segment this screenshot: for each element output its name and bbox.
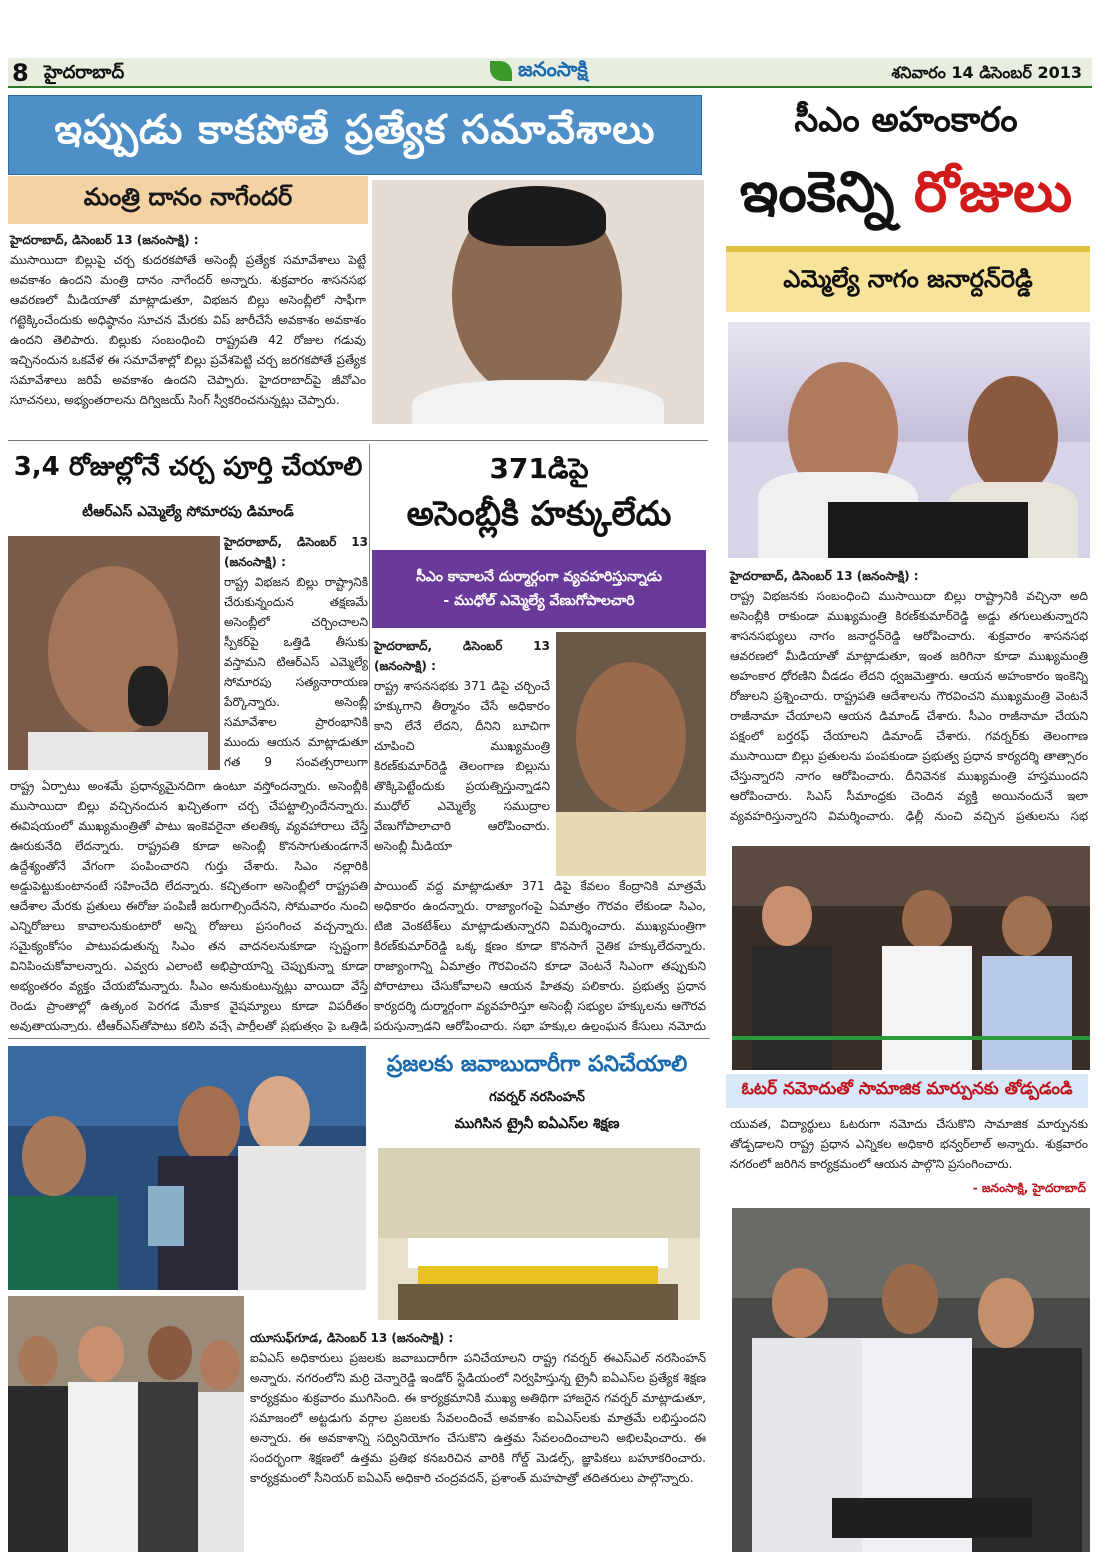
cm-headline-part-b: రోజులు	[913, 160, 1073, 225]
lead-headline-box	[8, 95, 702, 175]
article-371d-headline-line1: 371డిపై	[489, 452, 589, 485]
cm-headline-line1: సీఎం అహంకారం	[794, 100, 1018, 140]
governor-subheadline2: ముగిసిన ట్రైనీ ఐఏఎస్‌ల శిక్షణ	[454, 1116, 620, 1132]
mudhol-mla-photo	[556, 632, 706, 876]
trs-body-narrow: రాష్ట్ర విభజన బిల్లు రాష్ట్రానికి చేరుకున్నందున తక్షణమే అసెంబ్లీలో చర్చించాలని స్పీకర్‌పై ఒత్తిడి తీసుకు వస్తామని టిఆర్ఎస్ ఎమ్మెల్యే సోమారపు సత్యనారాయణ పేర్కొన్నారు. అసెంబ్లీ సమావేశాల ప్రారంభానికి ముందు ఆయన మాట్లాడుతూ గత 9 సంవత్సరాలుగా	[224, 575, 368, 769]
voter-byline: - జనంసాక్షి, హైదరాబాద్	[972, 1181, 1086, 1195]
trs-headline: 3,4 రోజుల్లోనే చర్చ పూర్తి చేయాలి	[13, 452, 363, 482]
governor-award-photo	[8, 1046, 366, 1290]
governor-headline: ప్రజలకు జవాబుదారీగా పనిచేయాలి	[386, 1052, 688, 1077]
trs-dateline: హైదరాబాద్, డిసెంబర్ 13 (జనంసాక్షి) :	[224, 535, 368, 569]
article-371d-body-narrow: రాష్ట్ర శాసనసభకు 371 డిపై చర్చించే హక్కుగాని తీర్మానం చేసే అధికారం కాని లేనే లేదని, దీనిని బూచిగా చూపించి ముఖ్యమంత్రి కిరణ్‌కుమార్‌రెడ్డి తెలంగాణ బిల్లును తొక్కిపెట్టేందుకు ప్రయత్నిస్తున్నాడని ముధోల్ ఎమ్మెల్యే సముద్రాల వేణుగోపాలాచారి ఆరోపించారు. అసెంబ్లీ మీడియా	[374, 679, 550, 853]
cm-dateline: హైదరాబాద్, డిసెంబర్ 13 (జనంసాక్షి) :	[730, 569, 919, 583]
lead-body: ముసాయిదా బిల్లుపై చర్చ కుదరకపోతే అసెంబ్లీ ప్రత్యేక సమావేశాలు పెట్టే అవకాశం ఉందని మంత్రి దానం నాగేందర్ అన్నారు. శుక్రవారం శాసనసభ ఆవరణలో మీడియాతో మాట్లాడుతూ, విభజన బిల్లు అసెంబ్లీలో సాఫీగా గట్టెక్కించేందుకు అధిష్ఠానం సూచన మేరకు విప్ జారీచేసే అవకాశం అవకాశం ఉందని తెలిపారు. బిల్లుకు సంబంధించి రాష్ట్రపతి 42 రోజుల గడువు ఇచ్చినందున ఒకవేళ ఈ సమావేశాల్లో బిల్లు ప్రవేశపెట్టి చర్చ జరగకపోతే ప్రత్యేక సమావేశాలు జరిపే అవకాశం ఉందని చెప్పారు. హైదరాబాద్‌పై జీవోఎం సూచనలు, అభ్యంతరాలను దిగ్విజయ్ సింగ్ స్వీకరించనున్నట్లు చెప్పారు.	[10, 253, 366, 407]
voter-body: యువత, విద్యార్థులు ఓటరుగా నమోదు చేసుకొని సామాజిక మార్పునకు తోడ్పడాలని రాష్ట్ర ప్రధాన ఎన్నికల అధికారి భన్వర్‌లాల్ అన్నారు. శుక్రవారం నగరంలో జరిగిన కార్యక్రమంలో ఆయన పాల్గొని ప్రసంగించారు.	[730, 1117, 1088, 1171]
dignitaries-photo	[8, 1296, 244, 1552]
cm-headline-line2	[716, 160, 1096, 239]
article-371d-body-wide: పాయింట్ వద్ద మాట్లాడుతూ 371 డిపై కేవలం కేంద్రానికి మాత్రమే అధికారం ఉందన్నారు. రాజ్యాంగంపై ఏమాత్రం గౌరవం లేకుండా సిఎం, టిజి వెంకటేశ్‌లు మాట్లాడుతున్నారని విమర్శించారు. ముఖ్యమంత్రిగా కిరణ్‌కుమార్‌రెడ్డి ఒక్క క్షణం కూడా కొనసాగే నైతిక హక్కులేదన్నారు. రాజ్యాంగాన్ని ఏమాత్రం గౌరవించని కూడా వెంటనే సిఎంగా తప్పుకుని పోరాటాలు చేసుకోవాలని ఆయన హితవు పలికారు. ప్రభుత్వ ప్రధాన కార్యదర్శి దుర్మార్గంగా వ్యవహరిస్తూ అసెంబ్లీ సభ్యుల హక్కులను ఆగౌరవ పరుస్తున్నాడని ఆరోపించారు. సభా హక్కుల ఉల్లంఘన కేసులు నమోదు	[374, 879, 706, 1032]
bottom-section-divider	[8, 1038, 710, 1039]
cm-headline-part-a: ఇంకెన్ని	[739, 160, 914, 225]
section-divider	[8, 440, 708, 441]
leaf-icon	[490, 61, 512, 81]
newspaper-logo	[490, 56, 588, 86]
quote-box	[372, 550, 706, 628]
article-371d-dateline: హైదరాబాద్, డిసెంబర్ 13 (జనంసాక్షి) :	[374, 639, 550, 673]
newspaper-name: జనంసాక్షి	[518, 56, 588, 81]
lead-dateline: హైదరాబాద్, డిసెంబర్ 13 (జనంసాక్షి) :	[10, 233, 199, 247]
governor-subheadline1: గవర్నర్ నరసింహన్	[489, 1090, 585, 1105]
cm-body: రాష్ట్ర విభజనకు సంబంధించి ముసాయిదా బిల్లు రాష్ట్రానికి వచ్చినా అది అసెంబ్లీకి రాకుండా ముఖ్యమంత్రి కిరణ్‌కుమార్‌రెడ్డి అడ్డు తగులుతున్నారని శాసనసభ్యులు నాగం జనార్దన్‌రెడ్డి ఆరోపించారు. శుక్రవారం శాసనసభ ఆవరణలో మీడియాతో మాట్లాడుతూ, ఇంత జరిగినా కూడా ముఖ్యమంత్రి అహంకార ధోరణిని వీడడం లేదని ధ్వజమెత్తారు. ఆయన అహంకారం ఇంకెన్ని రోజులని ప్రశ్నించారు. రాష్ట్రపతి ఆదేశాలను గౌరవించని ముఖ్యమంత్రి వెంటనే రాజీనామా చేయాలని ఆయన డిమాండ్ చేశారు. సీఎం రాజీనామా చేయని పక్షంలో బర్తరఫ్ చేయాలని డిమాండ్ చేశారు. గవర్నర్‌కు తెలంగాణ ముసాయిదా బిల్లు ప్రతులను పంపకుండా ప్రభుత్వ ప్రధాన కార్యదర్శి తాత్సారం చేస్తున్నారని నాగం ఆరోపించారు. దీనివెనక ముఖ్యమంత్రి హస్తముందని ఆరోపించారు. సిఎస్ సీమాంధ్రకు చెందిన వ్యక్తి అయినందునే ఇలా వ్యవహరిస్తున్నారని విమర్శించారు. ఢిల్లీ నుంచి వచ్చిన ప్రతులను సభ	[730, 589, 1088, 823]
minister-photo	[372, 180, 704, 424]
trs-subheadline: టీఆర్ఎస్ ఎమ్మెల్యే సోమారపు డిమాండ్	[82, 504, 294, 520]
edition-city: హైదరాబాద్	[44, 62, 125, 83]
voter-headline-box	[726, 1074, 1088, 1108]
press-conference-photo	[728, 322, 1090, 558]
trs-body-wide: రాష్ట్ర ఏర్పాటు అంశమే ప్రధాన్యమైనదిగా ఉంటూ వస్తోందన్నారు. అసెంబ్లీకి ముసాయిదా బిల్లు వచ్చినందున ఖచ్చితంగా చర్చ చేపట్టాల్సిందేనన్నారు. ఈవిషయంలో ముఖ్యమంత్రితో పాటు ఇంకెవరైనా తలతిక్క వ్యవహారాలు చేస్తే ఊరుకునేది లేదన్నారు. రాష్ట్రపతి కూడా అసెంబ్లీ కొనసాగుతుండగానే ఉద్దేశ్యంతోనే వేగంగా పంపించారని గుర్తు చేశారు. సిఎం నల్లారికి అడ్డుపెట్టుకుంటానంటే సహించేది లేదన్నారు. కచ్చితంగా అసెంబ్లీలో రాష్ట్రపతి ఆదేశాల మేరకు ప్రతులు ఈరోజు పంపిణీ జరుగాల్సిందేనని, సోమవారం నుంచి ఎన్నిరోజులు కావాలనుకుంటారో అన్ని రోజులు ప్రసంగించ వచ్చన్నారు. సమైక్యంకోసం పాటుపడుతున్న సిఎం తన వాదనలనుకూడా స్పష్టంగా వినిపించుకోవాలన్నారు. ఎవ్వరు ఎలాంటి అభిప్రాయాన్ని చెప్పుకున్నా కూడా అభ్యంతరం వ్యక్తం చేయబోమన్నారు. సీఎం అనుకుంటున్నట్లు వాయిదా వేస్తే రెండు ప్రాంతాల్లో ఉత్కంఠ పెరగడ మేకాక వైషమ్యాలు కూడా విపరీతం అవుతాయన్నారు. టీఆర్ఎస్‌తోపాటు కలిసి వచ్చే పార్టీలతో ప్రభుత్వం పై ఒత్తిడి	[10, 779, 368, 1032]
trs-mla-photo	[8, 536, 220, 770]
lead-subheadline-box	[8, 176, 368, 224]
quote-line1: సీఎం కావాలనే దుర్మార్గంగా వ్యవహరిస్తున్నాడు	[416, 569, 662, 585]
voter-headline: ఓటర్ నమోదుతో సామాజిక మార్పునకు తోడ్పడండి	[741, 1079, 1073, 1099]
voter-ribbon-cutting-photo	[732, 846, 1090, 1070]
governor-body: ఐఏఎస్ అధికారులు ప్రజలకు జవాబుదారీగా పనిచేయాలని రాష్ట్ర గవర్నర్ ఈఎస్‌ఎల్ నరసింహన్ అన్నారు. నగరంలోని మర్రి చెన్నారెడ్డి ఇండోర్ స్టేడియంలో నిర్వహిస్తున్న ట్రైనీ ఐఏఎస్‌ల ప్రత్యేక శిక్షణ కార్యక్రమం శుక్రవారం ముగిసింది. ఈ కార్యక్రమానికి ముఖ్య అతిథిగా హాజరైన గవర్నర్ మాట్లాడుతూ, సమాజంలో అట్టడుగు వర్గాల ప్రజలకు సేవలందించే అవకాశం ఐఏఎస్‌లకు మాత్రమే లభిస్తుందని అన్నారు. ఈ అవకాశాన్ని సద్వినియోగం చేసుకొని ఉత్తమ సేవలందించాలని అభిలషించారు. ఈ సందర్భంగా శిక్షణలో ఉత్తమ ప్రతిభ కనబరిచిన వారికి గోల్డ్ మెడల్స్, జ్ఞాపికలు బహూకరించారు. కార్యక్రమంలో సీనియర్ ఐఏఎస్ అధికారి చంద్రవదన్, ప్రశాంత్ మహపాత్రో తదితరులు పాల్గొన్నారు.	[250, 1351, 706, 1485]
page-number: 8	[12, 59, 29, 87]
lead-headline: ఇప్పుడు కాకపోతే ప్రత్యేక సమావేశాలు	[54, 107, 656, 153]
article-371d-headline-line2: అసెంబ్లీకి హక్కులేదు	[406, 494, 672, 534]
cm-subheadline: ఎమ్మెల్యే నాగం జనార్దన్‌రెడ్డి	[783, 265, 1033, 293]
issue-date: శనివారం 14 డిసెంబర్ 2013	[891, 63, 1082, 82]
cm-subheadline-box	[726, 246, 1090, 312]
voter-registration-photo	[732, 1208, 1090, 1552]
quote-line2: - ముధోల్ ఎమ్మెల్యే వేణుగోపాలచారి	[443, 593, 635, 609]
governor-dateline: యూసుఫ్‌గూడ, డిసెంబర్ 13 (జనంసాక్షి) :	[250, 1331, 454, 1345]
lead-subheadline: మంత్రి దానం నాగేందర్	[83, 183, 293, 211]
column-divider	[369, 444, 370, 1032]
stage-ceremony-photo	[378, 1148, 700, 1320]
